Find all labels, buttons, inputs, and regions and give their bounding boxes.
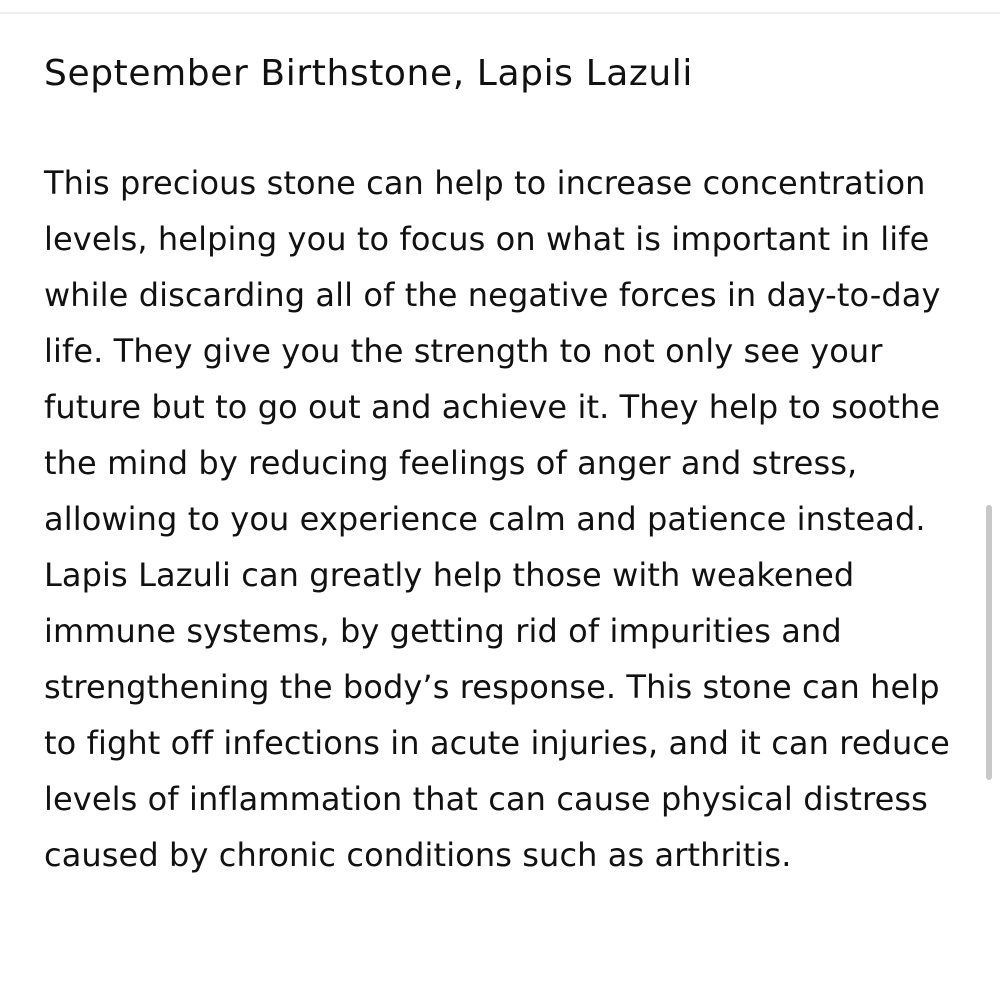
article [44, 48, 974, 883]
top-divider [0, 12, 1000, 14]
article-paragraph-concentration: This precious stone can help to increase concentration levels, helping you to focus on what is important in life while discarding all of the negative forces in day-to-day life. They give you the strength to not only see your future but to go out and achieve it. They help to soothe the mind by reducing feelings of anger and stress, allowing to you experience calm and patience instead. [44, 164, 941, 538]
vertical-scrollbar[interactable] [986, 505, 992, 780]
scrollbar-thumb[interactable] [986, 505, 992, 780]
article-title: September Birthstone, Lapis Lazuli [44, 53, 694, 94]
article-paragraph-immune: Lapis Lazuli can greatly help those with weakened immune systems, by getting rid of impurities and strengthening the body’s response. This stone can help to fight off infections in acute injuries, and it can reduce levels of inflammation that can cause physical distress caused by chronic conditions such as arthritis. [44, 556, 950, 874]
